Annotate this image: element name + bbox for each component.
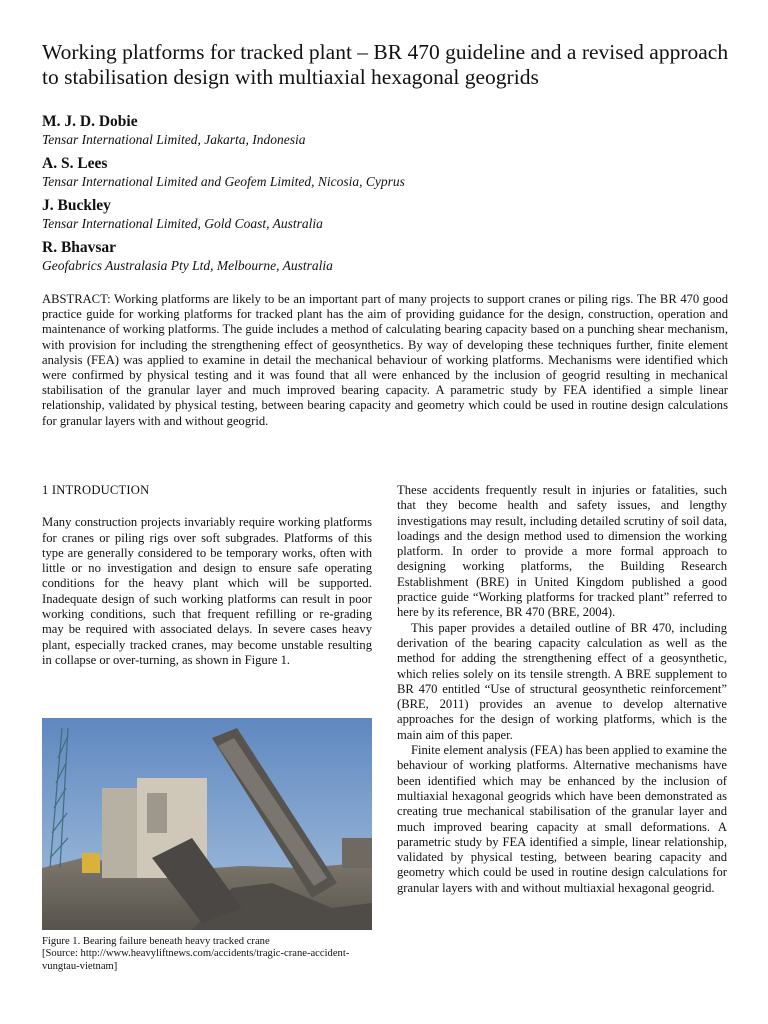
crane-accident-illustration: [42, 718, 372, 930]
section-heading: 1 INTRODUCTION: [42, 483, 150, 497]
background-building: [342, 838, 372, 868]
body-paragraph: These accidents frequently result in injuries or fatalities, such that they become health and safety issues, and lengthy investigations may result, including detailed scrutiny of soil data, loadings and the design method used to dimension the working platform. In order to provide a more formal approach to designing working platforms, the Building Research Establishment (BRE) in United Kingdom published a good practice guide “Working platforms for tracked plant” referred to here by its reference, BR 470 (BRE, 2004).: [397, 483, 727, 620]
right-column: [397, 483, 727, 896]
author-name: R. Bhavsar: [42, 239, 117, 256]
left-column: [42, 483, 372, 668]
caption-source: [Source: http://www.heavyliftnews.com/accidents/tragic-crane-accident-vungtau-vietnam]: [42, 948, 350, 972]
body-paragraph: This paper provides a detailed outline of BR 470, including derivation of the bearing capacity calculation as well as the method for adding the strengthening effect of a geosynthetic, which relies solely on its tensile strength. A BRE supplement to BR 470 entitled “Use of structural geosynthetic reinforcement” (BRE, 2011) provides an avenue to develop alternative approaches for the design of working platforms, which is the main aim of this paper.: [397, 620, 727, 742]
yellow-machine: [82, 853, 100, 873]
intro-paragraph: Many construction projects invariably require working platforms for cranes or piling rigs over soft subgrades. Platforms of this type are generally considered to be temporary works, often with little or no investigation and design to ensure safe operating conditions for the heavy plant which will be supported. Inadequate design of such working platforms can result in poor working conditions, such that frequent refilling or re-grading may be required with associated delays. In severe cases heavy plant, especially tracked cranes, may become unstable resulting in collapse or over-turning, as shown in Figure 1.: [42, 515, 372, 667]
figure-1-photo: [42, 718, 372, 930]
author-block: [42, 154, 732, 191]
author-name: J. Buckley: [42, 197, 111, 214]
caption-text: Figure 1. Bearing failure beneath heavy tracked crane: [42, 936, 270, 947]
abstract: ABSTRACT: Working platforms are likely to be an important part of many projects to support cranes or piling rigs. The BR 470 good practice guide for working platforms for tracked plant has the aim of providing guidance for the design, construction, operation and maintenance of working platforms. The guide includes a method of calculating bearing capacity based on a punching shear mechanism, with provision for including the strengthening effect of geosynthetics. By way of developing these techniques further, finite element analysis (FEA) was applied to examine in detail the mechanical behaviour of working platforms. Mechanisms were identified which were confirmed by physical testing and it was found that all were enhanced by the inclusion of geogrid resulting in mechanical stabilisation of the granular layer and much improved bearing capacity. A parametric study by FEA identified a simple linear relationship, validated by physical testing, between bearing capacity and geometry which could be used in routine design calculations for granular layers with and without geogrid.: [42, 292, 728, 428]
author-block: [42, 196, 732, 233]
figure-1-caption: [42, 936, 372, 973]
paper-title: Working platforms for tracked plant – BR 470 guideline and a revised approach to stabilisation design with multiaxial hexagonal geogrids: [42, 40, 729, 89]
body-paragraph: Finite element analysis (FEA) has been applied to examine the behaviour of working platforms. Alternative mechanisms have been identified which may be enhanced by the inclusion of multiaxial hexagonal geogrids which have been demonstrated as creating true mechanical stabilisation of the granular layer and much improved bearing capacity at small deformations. A parametric study by FEA identified a simple, linear relationship, validated by physical testing, between bearing capacity and geometry which could be used in routine design calculations for granular layers with and without multiaxial hexagonal geogrid.: [397, 743, 727, 895]
author-affiliation: Geofabrics Australasia Pty Ltd, Melbourne, Australia: [42, 258, 333, 273]
author-affiliation: Tensar International Limited and Geofem Limited, Nicosia, Cyprus: [42, 174, 405, 189]
author-block: [42, 112, 732, 149]
author-block: [42, 238, 732, 275]
author-affiliation: Tensar International Limited, Jakarta, Indonesia: [42, 132, 306, 147]
author-name: M. J. D. Dobie: [42, 113, 138, 130]
author-list: [42, 112, 732, 280]
author-name: A. S. Lees: [42, 155, 108, 172]
author-affiliation: Tensar International Limited, Gold Coast, Australia: [42, 216, 323, 231]
